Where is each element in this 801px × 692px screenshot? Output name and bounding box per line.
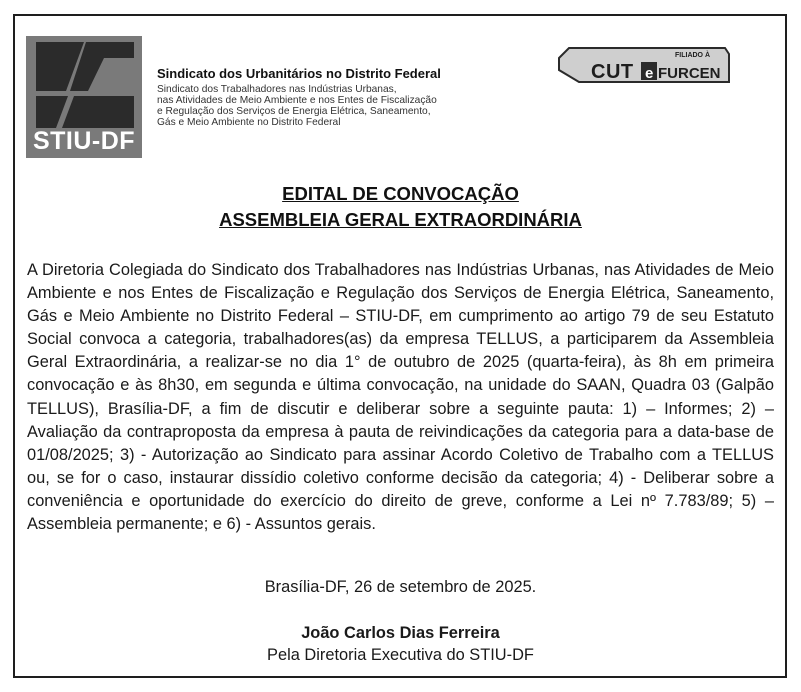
organization-line: nas Atividades de Meio Ambiente e nos Entes de Fiscalização [157,95,437,106]
organization-line: e Regulação dos Serviços de Energia Elétrica, Saneamento, [157,106,431,117]
stiu-df-logo [26,36,142,158]
organization-line: Sindicato dos Trabalhadores nas Indústrias Urbanas, [157,84,397,95]
document-subtitle: ASSEMBLEIA GERAL EXTRAORDINÁRIA [219,209,582,230]
signer-name: João Carlos Dias Ferreira [301,624,500,642]
cut-furcen-badge [557,44,731,84]
organization-block [157,66,441,128]
organization-title: Sindicato dos Urbanitários no Distrito Federal [157,66,441,81]
signer-role: Pela Diretoria Executiva do STIU-DF [267,646,534,664]
notice-date: Brasília-DF, 26 de setembro de 2025. [264,578,537,596]
organization-line: Gás e Meio Ambiente no Distrito Federal [157,117,341,128]
furcen-text: FURCEN [658,65,721,82]
affiliation-label: FILIADO À [675,52,710,59]
cut-text: CUT [591,61,634,83]
document-title: EDITAL DE CONVOCAÇÃO [282,183,519,204]
logo-text: STIU-DF [32,127,136,155]
cut-and-text: e [645,65,654,82]
notice-body: A Diretoria Colegiada do Sindicato dos Trabalhadores nas Indústrias Urbanas, nas Atividades de Meio Ambiente e nos Entes de Fiscalização e Regulação dos Serviços de Energia Elétrica, Saneamento, Gás e Meio Ambiente no Distrito Federal – STIU-DF, em cumprimento ao artigo 79 de seu Estatuto Social convoca a categoria, trabalhadores(as) da empresa TELLUS, a participarem da Assembleia Geral Extraordinária, a realizar-se no dia 1° de outubro de 2025 (quarta-feira), às 8h em primeira convocação e às 8h30, em segunda e última convocação, na unidade do SAAN, Quadra 03 (Galpão TELLUS), Brasília-DF, a fim de discutir e deliberar sobre a seguinte pauta: 1) – Informes; 2) – Avaliação da contraproposta da empresa à pauta de reivindicações da categoria para a data-base de 01/08/2025; 3) - Autorização ao Sindicato para assinar Acordo Coletivo de Trabalho com a TELLUS ou, se for o caso, instaurar dissídio coletivo conforme decisão da categoria; 4) - Deliberar sobre a conveniência e oportunidade do exercício do direito de greve, conforme a Lei nº 7.783/89; 5) – Assembleia permanente; e 6) - Assuntos gerais. [27,261,774,534]
